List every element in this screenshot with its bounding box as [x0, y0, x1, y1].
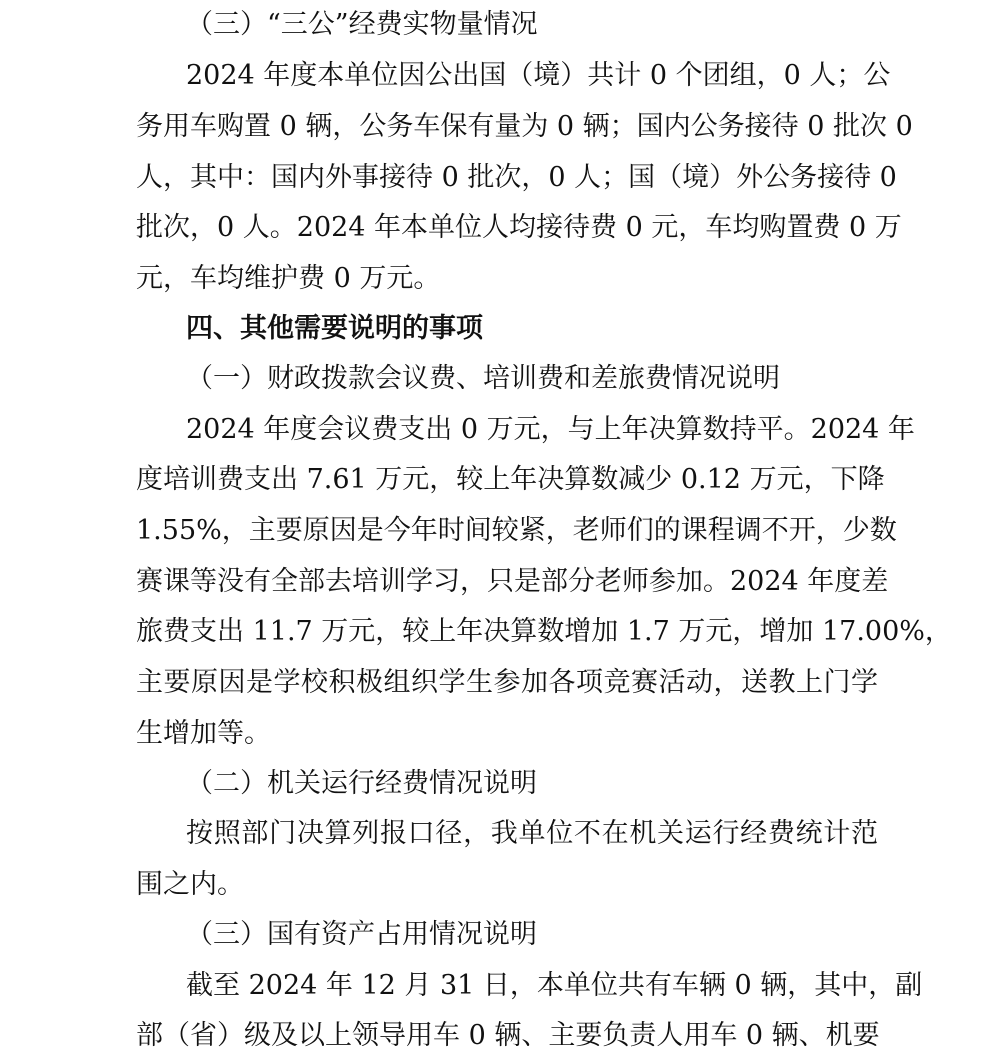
- subsection-title-operating-expenses: （二）机关运行经费情况说明: [186, 768, 537, 799]
- paragraph-line: 赛课等没有全部去培训学习，只是部分老师参加。2024 年度差: [136, 566, 889, 597]
- paragraph-line: 2024 年度本单位因公出国（境）共计 0 个团组，0 人；公: [186, 60, 891, 91]
- paragraph-line: 人，其中：国内外事接待 0 批次，0 人；国（境）外公务接待 0: [136, 162, 897, 193]
- subsection-title-meeting-training-travel: （一）财政拨款会议费、培训费和差旅费情况说明: [186, 363, 780, 394]
- paragraph-line: 截至 2024 年 12 月 31 日，本单位共有车辆 0 辆，其中，副: [186, 970, 923, 1001]
- paragraph-line: 围之内。: [136, 869, 244, 900]
- paragraph-line: 按照部门决算列报口径，我单位不在机关运行经费统计范: [186, 818, 878, 849]
- paragraph-line: 度培训费支出 7.61 万元，较上年决算数减少 0.12 万元，下降: [136, 464, 885, 495]
- section-title-three-public-quantity: （三）“三公”经费实物量情况: [186, 9, 538, 40]
- paragraph-line: 务用车购置 0 辆，公务车保有量为 0 辆；国内公务接待 0 批次 0: [136, 111, 913, 142]
- paragraph-line: 2024 年度会议费支出 0 万元，与上年决算数持平。2024 年: [186, 414, 915, 445]
- paragraph-line: 元，车均维护费 0 万元。: [136, 263, 441, 294]
- paragraph-line: 批次，0 人。2024 年本单位人均接待费 0 元，车均购置费 0 万: [136, 212, 902, 243]
- paragraph-line: 生增加等。: [136, 718, 271, 749]
- paragraph-line: 1.55%，主要原因是今年时间较紧，老师们的课程调不开，少数: [136, 515, 897, 546]
- part-four-heading: 四、其他需要说明的事项: [186, 313, 483, 344]
- subsection-title-state-assets: （三）国有资产占用情况说明: [186, 919, 537, 950]
- paragraph-line: 主要原因是学校积极组织学生参加各项竞赛活动，送教上门学: [136, 667, 878, 698]
- paragraph-line: 旅费支出 11.7 万元，较上年决算数增加 1.7 万元，增加 17.00%，: [136, 616, 952, 647]
- paragraph-line: 部（省）级及以上领导用车 0 辆、主要负责人用车 0 辆、机要: [136, 1020, 880, 1051]
